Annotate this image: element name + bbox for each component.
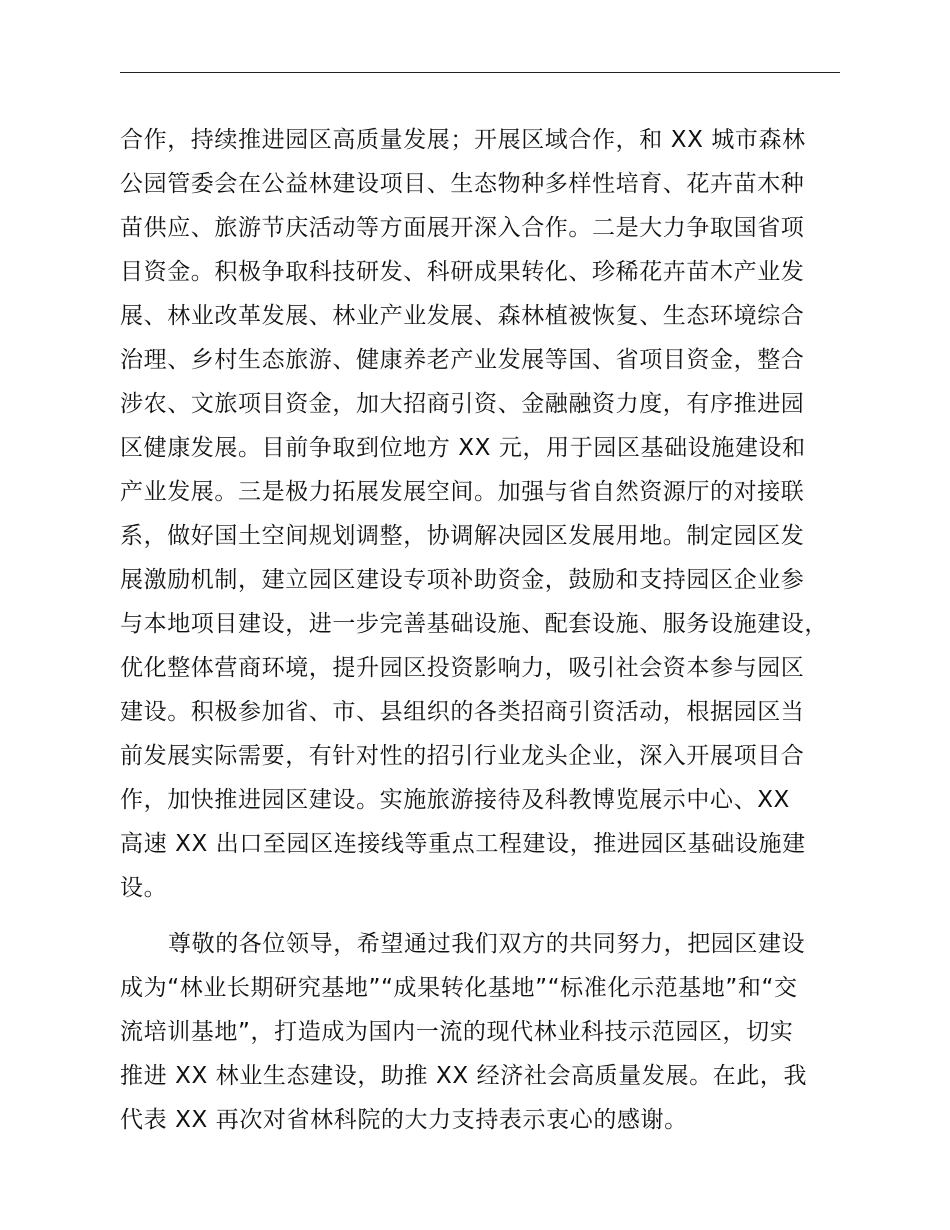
text-line: 优化整体营商环境，提升园区投资影响力，吸引社会资本参与园区 xyxy=(120,655,805,681)
text-line: 代表 XX 再次对省林科院的大力支持表示衷心的感谢。 xyxy=(120,1107,688,1133)
text-line: 成为“林业长期研究基地”“成果转化基地”“标准化示范基地”和“交 xyxy=(120,975,798,1001)
paragraph-spacer xyxy=(120,910,860,922)
paragraph-1 xyxy=(120,118,860,910)
text-line: 与本地项目建设，进一步完善基础设施、配套设施、服务设施建设， xyxy=(120,611,828,637)
text-line: 合作，持续推进园区高质量发展；开展区域合作，和 XX 城市森林 xyxy=(120,127,806,153)
text-line-indented: 尊敬的各位领导，希望通过我们双方的共同努力，把园区建设 xyxy=(168,931,806,957)
text-line: 流培训基地”，打造成为国内一流的现代林业科技示范园区，切实 xyxy=(120,1019,794,1045)
text-line: 作，加快推进园区建设。实施旅游接待及科教博览展示中心、XX xyxy=(120,787,790,813)
text-line: 目资金。积极争取科技研发、科研成果转化、珍稀花卉苗木产业发 xyxy=(120,259,805,285)
text-line: 苗供应、旅游节庆活动等方面展开深入合作。二是大力争取国省项 xyxy=(120,215,805,241)
text-line: 展激励机制，建立园区建设专项补助资金，鼓励和支持园区企业参 xyxy=(120,567,805,593)
text-line: 区健康发展。目前争取到位地方 XX 元，用于园区基础设施建设和 xyxy=(120,435,806,461)
text-line: 系，做好国土空间规划调整，协调解决园区发展用地。制定园区发 xyxy=(120,523,805,549)
header-rule xyxy=(120,72,840,73)
text-line: 展、林业改革发展、林业产业发展、森林植被恢复、生态环境综合 xyxy=(120,303,805,329)
text-line: 产业发展。三是极力拓展发展空间。加强与省自然资源厅的对接联 xyxy=(120,479,805,505)
text-line: 前发展实际需要，有针对性的招引行业龙头企业，深入开展项目合 xyxy=(120,743,805,769)
text-line: 公园管委会在公益林建设项目、生态物种多样性培育、花卉苗木种 xyxy=(120,171,805,197)
paragraph-2 xyxy=(120,922,860,1142)
text-line: 涉农、文旅项目资金，加大招商引资、金融融资力度，有序推进园 xyxy=(120,391,805,417)
document-body xyxy=(120,118,860,1142)
text-line: 高速 XX 出口至园区连接线等重点工程建设，推进园区基础设施建 xyxy=(120,831,806,857)
text-line: 设。 xyxy=(120,875,168,901)
text-line: 推进 XX 林业生态建设，助推 XX 经济社会高质量发展。在此，我 xyxy=(120,1063,808,1089)
text-line: 建设。积极参加省、市、县组织的各类招商引资活动，根据园区当 xyxy=(120,699,805,725)
text-line: 治理、乡村生态旅游、健康养老产业发展等国、省项目资金，整合 xyxy=(120,347,805,373)
